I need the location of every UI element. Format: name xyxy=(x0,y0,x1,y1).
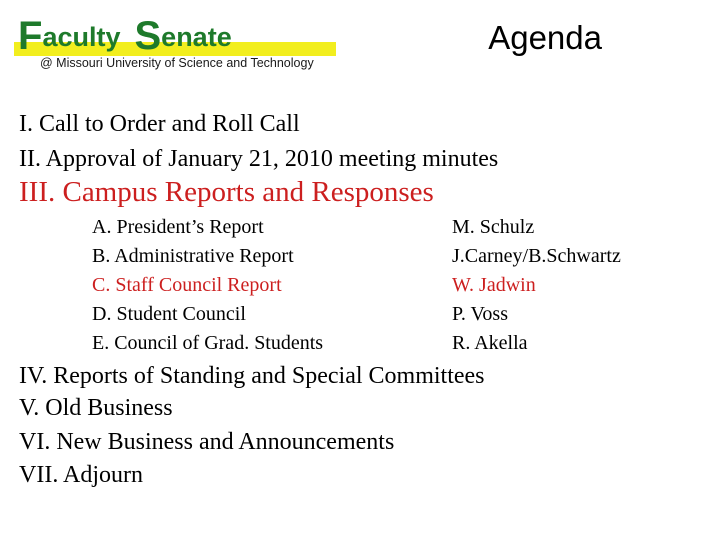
logo-word-aculty: aculty xyxy=(42,22,121,52)
page-title: Agenda xyxy=(488,19,602,56)
agenda-item-adjourn: VII. Adjourn xyxy=(19,462,143,488)
agenda-item-committee-reports: IV. Reports of Standing and Special Committees xyxy=(19,363,485,389)
report-presenter-grad-students: R. Akella xyxy=(452,332,528,354)
report-presenter-staff-council: W. Jadwin xyxy=(452,274,536,296)
report-label-president: A. President’s Report xyxy=(92,216,264,238)
agenda-item-campus-reports: III. Campus Reports and Responses xyxy=(19,176,434,208)
agenda-item-approval-minutes: II. Approval of January 21, 2010 meeting minutes xyxy=(19,146,499,172)
report-presenter-administrative: J.Carney/B.Schwartz xyxy=(452,245,621,267)
report-label-staff-council: C. Staff Council Report xyxy=(92,274,282,296)
agenda-item-old-business: V. Old Business xyxy=(19,395,173,421)
logo-letter-f: F xyxy=(18,14,43,58)
agenda-item-call-to-order: I. Call to Order and Roll Call xyxy=(19,111,300,137)
report-label-grad-students: E. Council of Grad. Students xyxy=(92,332,324,354)
logo-title xyxy=(18,16,232,56)
report-presenter-president: M. Schulz xyxy=(452,216,535,238)
faculty-senate-logo xyxy=(14,12,336,74)
report-label-administrative: B. Administrative Report xyxy=(92,245,294,267)
agenda-item-new-business: VI. New Business and Announcements xyxy=(19,429,395,455)
logo-subtitle: @ Missouri University of Science and Technology xyxy=(40,56,314,70)
logo-word-enate: enate xyxy=(161,22,232,52)
report-label-student-council: D. Student Council xyxy=(92,303,246,325)
report-presenter-student-council: P. Voss xyxy=(452,303,508,325)
logo-letter-s: S xyxy=(134,14,162,58)
